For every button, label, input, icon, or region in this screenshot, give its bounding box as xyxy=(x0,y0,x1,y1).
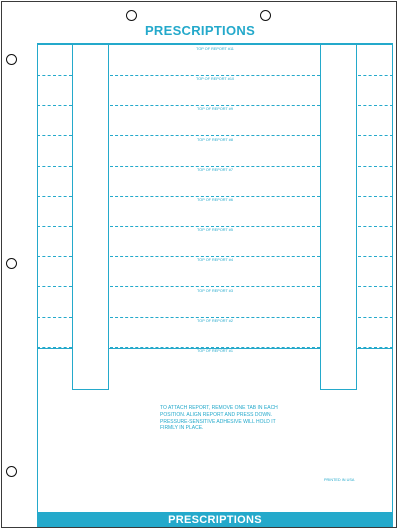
punch-hole-icon xyxy=(6,54,17,65)
dashed-tab-line xyxy=(110,226,320,227)
dashed-tab-line xyxy=(37,196,72,197)
adhesive-strip-left xyxy=(72,44,109,390)
footer-band xyxy=(37,513,393,527)
row-label: TOP OF REPORT #6 xyxy=(196,198,233,202)
row-label: TOP OF REPORT #4 xyxy=(196,258,233,262)
dashed-tab-line xyxy=(358,256,393,257)
footer-title: PRESCRIPTIONS xyxy=(168,514,262,526)
form-title: PRESCRIPTIONS xyxy=(144,23,256,38)
dashed-tab-line xyxy=(110,286,320,287)
dashed-tab-line xyxy=(358,75,393,76)
dashed-tab-line xyxy=(110,317,320,318)
instructions-text: TO ATTACH REPORT, REMOVE ONE TAB IN EACH POSITION. ALIGN REPORT AND PRESS DOWN. PRESSURE-SENSITIVE ADHESIVE WILL HOLD IT FIRMLY IN PLACE. xyxy=(160,405,278,432)
dashed-tab-line xyxy=(110,166,320,167)
dashed-tab-line xyxy=(110,75,320,76)
dashed-tab-line xyxy=(358,226,393,227)
punch-hole-icon xyxy=(260,10,271,21)
dashed-tab-line xyxy=(358,105,393,106)
dashed-tab-line xyxy=(37,317,72,318)
dashed-tab-line xyxy=(110,256,320,257)
punch-hole-icon xyxy=(6,258,17,269)
dashed-tab-line xyxy=(110,105,320,106)
row-label: TOP OF REPORT #7 xyxy=(196,168,233,172)
dashed-tab-line xyxy=(358,135,393,136)
dashed-tab-line xyxy=(37,75,72,76)
row-label: TOP OF REPORT #3 xyxy=(196,289,233,293)
punch-hole-icon xyxy=(126,10,137,21)
dashed-tab-line xyxy=(37,135,72,136)
row-label: TOP OF REPORT #5 xyxy=(196,228,233,232)
adhesive-strip-right xyxy=(320,44,357,390)
row-label: TOP OF REPORT #1 xyxy=(196,349,233,353)
dashed-tab-line xyxy=(110,135,320,136)
row-label: TOP OF REPORT #11 xyxy=(196,47,234,51)
dashed-tab-line xyxy=(358,196,393,197)
dashed-tab-line xyxy=(358,166,393,167)
dashed-tab-line xyxy=(37,105,72,106)
dashed-tab-line xyxy=(358,317,393,318)
row-label: TOP OF REPORT #9 xyxy=(196,107,233,111)
dashed-tab-line xyxy=(37,166,72,167)
printed-note: PRINTED IN USA xyxy=(324,478,355,482)
row-label: TOP OF REPORT #10 xyxy=(195,77,235,81)
row-label: TOP OF REPORT #2 xyxy=(196,319,233,323)
dashed-tab-line xyxy=(37,226,72,227)
dashed-tab-line xyxy=(37,256,72,257)
punch-hole-icon xyxy=(6,466,17,477)
dashed-tab-line xyxy=(358,286,393,287)
dashed-tab-line xyxy=(110,196,320,197)
row-label: TOP OF REPORT #8 xyxy=(196,138,233,142)
dashed-tab-line xyxy=(37,286,72,287)
